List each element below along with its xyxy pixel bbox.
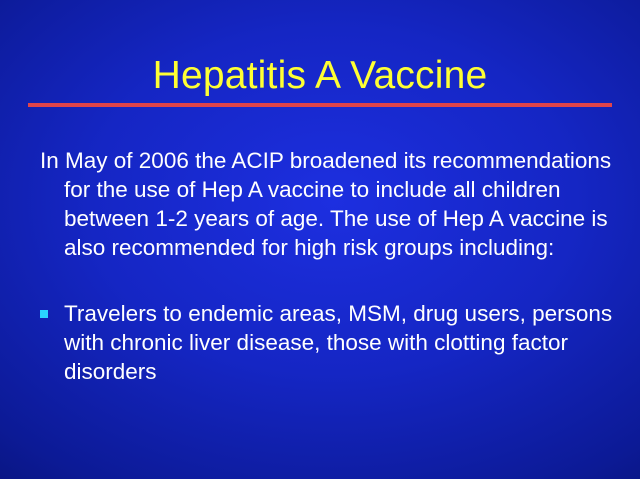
square-bullet-icon	[40, 310, 48, 318]
title-divider	[28, 103, 612, 107]
bullet-item	[40, 299, 620, 386]
slide-title: Hepatitis A Vaccine	[152, 54, 488, 97]
body-paragraph	[40, 146, 620, 262]
bullet-text: Travelers to endemic areas, MSM, drug users, persons with chronic liver disease, those with clotting factor disorders	[64, 301, 613, 384]
paragraph-text: In May of 2006 the ACIP broadened its recommendations for the use of Hep A vaccine to include all children between 1-2 years of age. The use of Hep A vaccine is also recommended for high risk groups including:	[40, 148, 612, 260]
